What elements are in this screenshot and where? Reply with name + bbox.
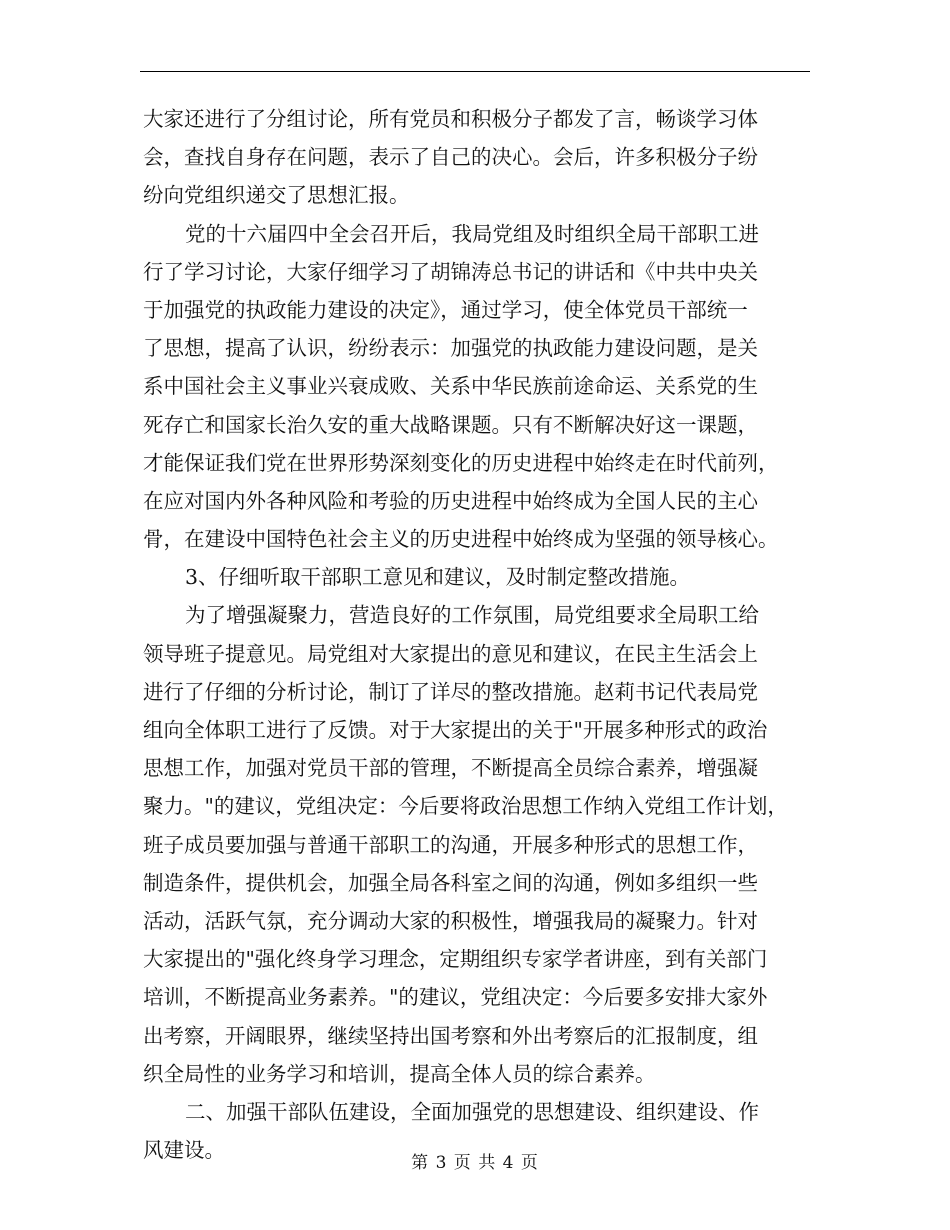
text-line: 大家提出的"强化终身学习理念，定期组织专家学者讲座，到有关部门 [143, 947, 768, 972]
document-body [143, 100, 815, 1169]
text-line: 在应对国内外各种风险和考验的历史进程中始终成为全国人民的主心 [143, 488, 758, 513]
text-line: 织全局性的业务学习和培训，提高全体人员的综合素养。 [143, 1061, 656, 1086]
text-line: 活动，活跃气氛，充分调动大家的积极性，增强我局的凝聚力。针对 [143, 908, 758, 933]
text-line: 进行了仔细的分析讨论，制订了详尽的整改措施。赵莉书记代表局党 [143, 679, 758, 704]
text-line: 领导班子提意见。局党组对大家提出的意见和建议，在民主生活会上 [143, 641, 758, 666]
paragraph-start-line: 党的十六届四中全会召开后，我局党组及时组织全局干部职工进 [185, 221, 759, 246]
text-line: 班子成员要加强与普通干部职工的沟通，开展多种形式的思想工作， [143, 832, 758, 857]
text-line: 制造条件，提供机会，加强全局各科室之间的沟通，例如多组织一些 [143, 870, 758, 895]
text-line: 于加强党的执政能力建设的决定》，通过学习，使全体党员干部统一 [143, 297, 748, 322]
section-heading: 3、仔细听取干部职工意见和建议，及时制定整改措施。 [185, 565, 691, 590]
text-line: 死存亡和国家长治久安的重大战略课题。只有不断解决好这一课题， [143, 412, 758, 437]
text-line: 了思想，提高了认识，纷纷表示：加强党的执政能力建设问题，是关 [143, 336, 758, 361]
text-line: 大家还进行了分组讨论，所有党员和积极分子都发了言，畅谈学习体 [143, 107, 758, 131]
text-line: 聚力。"的建议，党组决定：今后要将政治思想工作纳入党组工作计划， [143, 794, 788, 819]
text-line: 会，查找自身存在问题，表示了自己的决心。会后，许多积极分子纷 [143, 145, 758, 170]
text-line: 系中国社会主义事业兴衰成败、关系中华民族前途命运、关系党的生 [143, 374, 758, 399]
text-line: 培训，不断提高业务素养。"的建议，党组决定：今后要多安排大家外 [143, 985, 768, 1010]
text-line: 思想工作，加强对党员干部的管理，不断提高全员综合素养，增强凝 [143, 756, 758, 781]
section-heading: 二、加强干部队伍建设，全面加强党的思想建设、组织建设、作 [185, 1099, 759, 1124]
page-number: 第 3 页 共 4 页 [411, 1153, 539, 1173]
text-line: 出考察，开阔眼界，继续坚持出国考察和外出考察后的汇报制度，组 [143, 1023, 758, 1048]
text-line: 组向全体职工进行了反馈。对于大家提出的关于"开展多种形式的政治 [143, 718, 768, 742]
header-rule [140, 71, 810, 72]
text-line: 行了学习讨论，大家仔细学习了胡锦涛总书记的讲话和《中共中央关 [143, 259, 758, 284]
text-line: 纷向党组织递交了思想汇报。 [143, 183, 410, 208]
text-line: 骨，在建设中国特色社会主义的历史进程中始终成为坚强的领导核心。 [143, 527, 779, 552]
text-line: 才能保证我们党在世界形势深刻变化的历史进程中始终走在时代前列， [143, 450, 779, 475]
text-line: 风建设。 [143, 1138, 225, 1163]
paragraph-start-line: 为了增强凝聚力，营造良好的工作氛围，局党组要求全局职工给 [185, 603, 759, 628]
